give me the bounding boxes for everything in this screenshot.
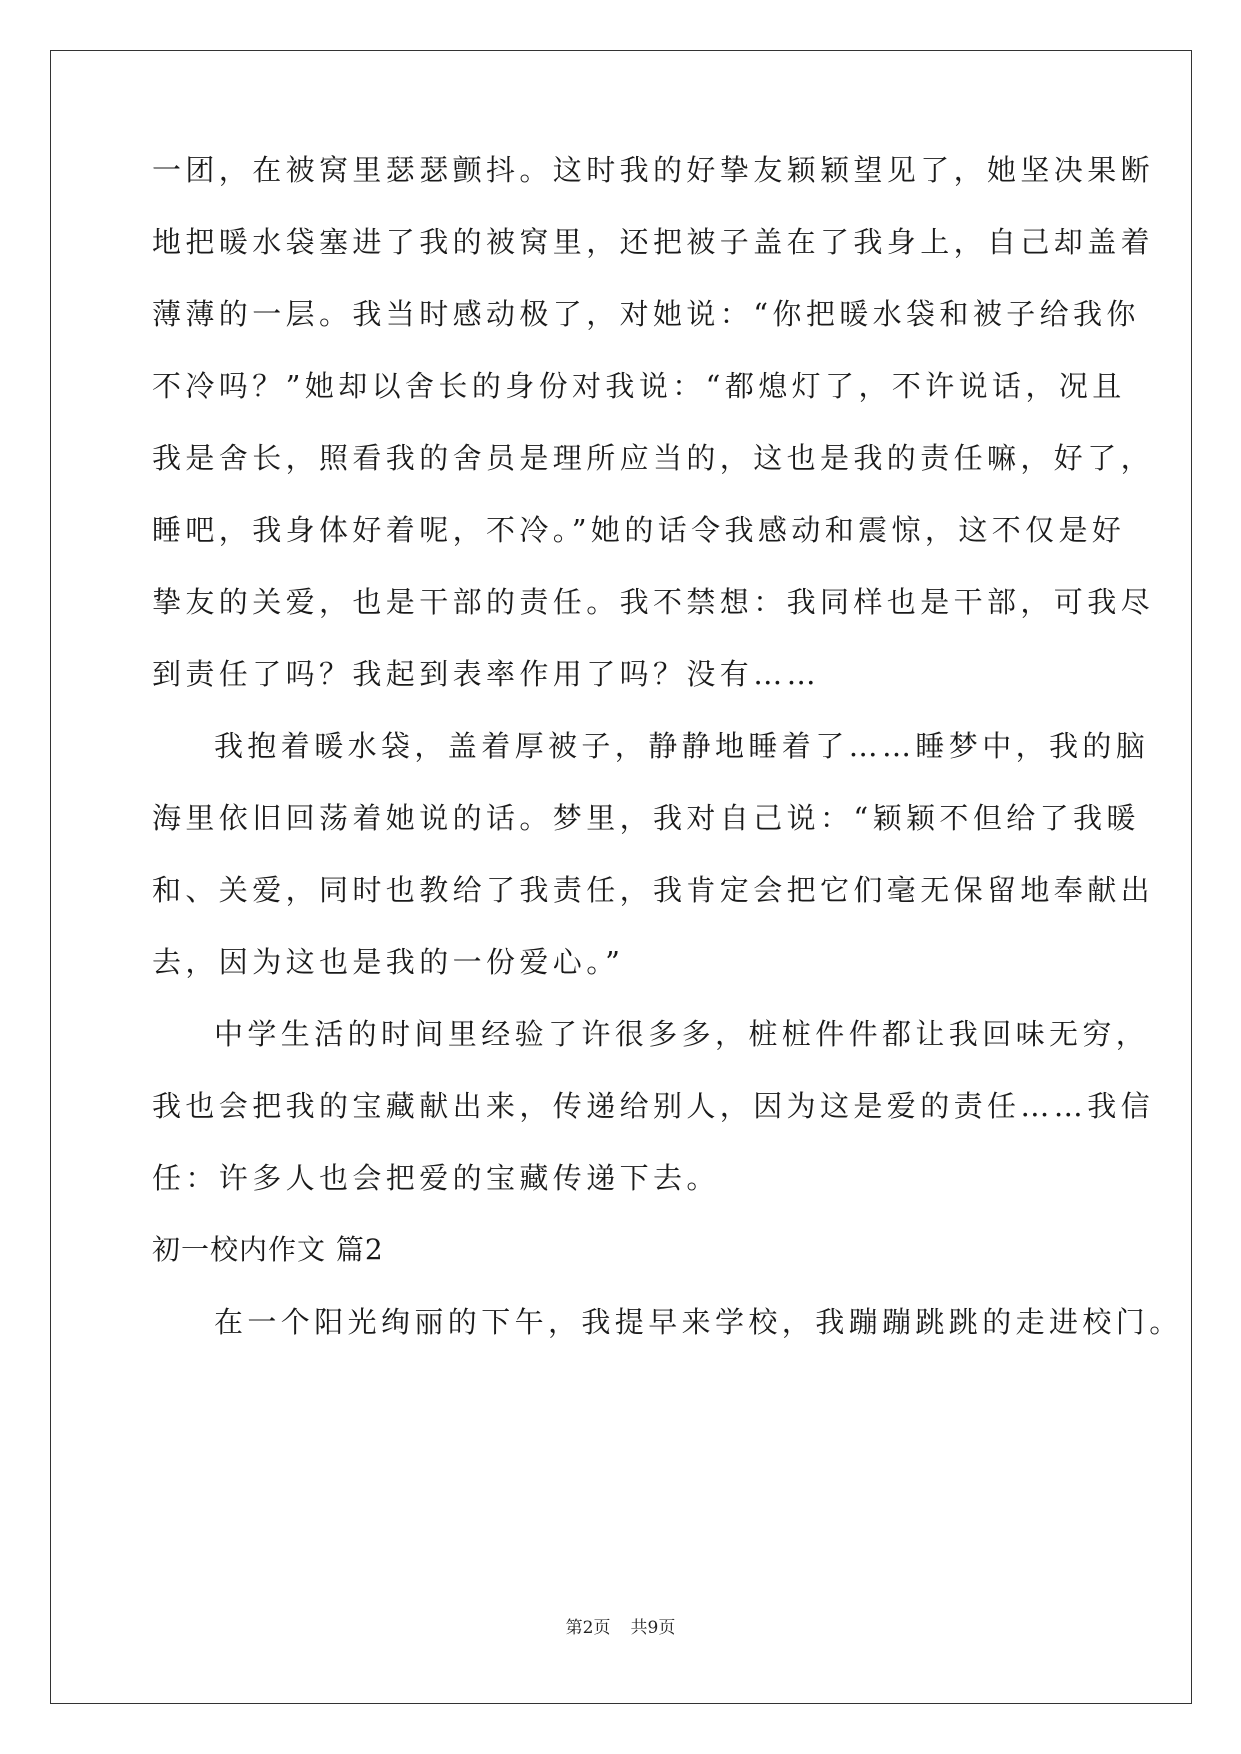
body-line-2: 地把暖水袋塞进了我的被窝里，还把被子盖在了我身上，自己却盖着 (152, 225, 1155, 259)
body-line-15: 任：许多人也会把爱的宝藏传递下去。 (152, 1161, 720, 1195)
body-line-11: 和、关爱，同时也教给了我责任，我肯定会把它们毫无保留地奉献出 (152, 873, 1155, 907)
body-line-14: 我也会把我的宝藏献出来，传递给别人，因为这是爱的责任……我信 (152, 1089, 1155, 1123)
section-heading: 初一校内作文 篇2 (152, 1233, 384, 1266)
page-total: 共9页 (630, 1618, 676, 1638)
page-number: 第2页 (565, 1618, 611, 1638)
body-line-8: 到责任了吗？我起到表率作用了吗？没有…… (152, 657, 821, 691)
body-line-5: 我是舍长，照看我的舍员是理所应当的，这也是我的责任嘛，好了， (152, 441, 1155, 475)
body-line-6: 睡吧，我身体好着呢，不冷。”她的话令我感动和震惊，这不仅是好 (152, 513, 1126, 547)
body-line-9: 我抱着暖水袋，盖着厚被子，静静地睡着了……睡梦中，我的脑 (214, 729, 1150, 763)
body-line-12: 去，因为这也是我的一份爱心。” (152, 945, 625, 979)
body-line-3: 薄薄的一层。我当时感动极了，对她说：“你把暖水袋和被子给我你 (152, 297, 1140, 331)
body-line-1: 一团，在被窝里瑟瑟颤抖。这时我的好挚友颖颖望见了，她坚决果断 (152, 153, 1155, 187)
page-footer (0, 1616, 1241, 1640)
body-line-4: 不冷吗？”她却以舍长的身份对我说：“都熄灯了，不许说话，况且 (152, 369, 1126, 403)
body-line-13: 中学生活的时间里经验了许很多多，桩桩件件都让我回味无穷， (214, 1017, 1150, 1051)
body-line-7: 挚友的关爱，也是干部的责任。我不禁想：我同样也是干部，可我尽 (152, 585, 1155, 619)
body-line-10: 海里依旧回荡着她说的话。梦里，我对自己说：“颖颖不但给了我暖 (152, 801, 1140, 835)
section-line-1: 在一个阳光绚丽的下午，我提早来学校，我蹦蹦跳跳的走进校门。 (214, 1305, 1183, 1339)
